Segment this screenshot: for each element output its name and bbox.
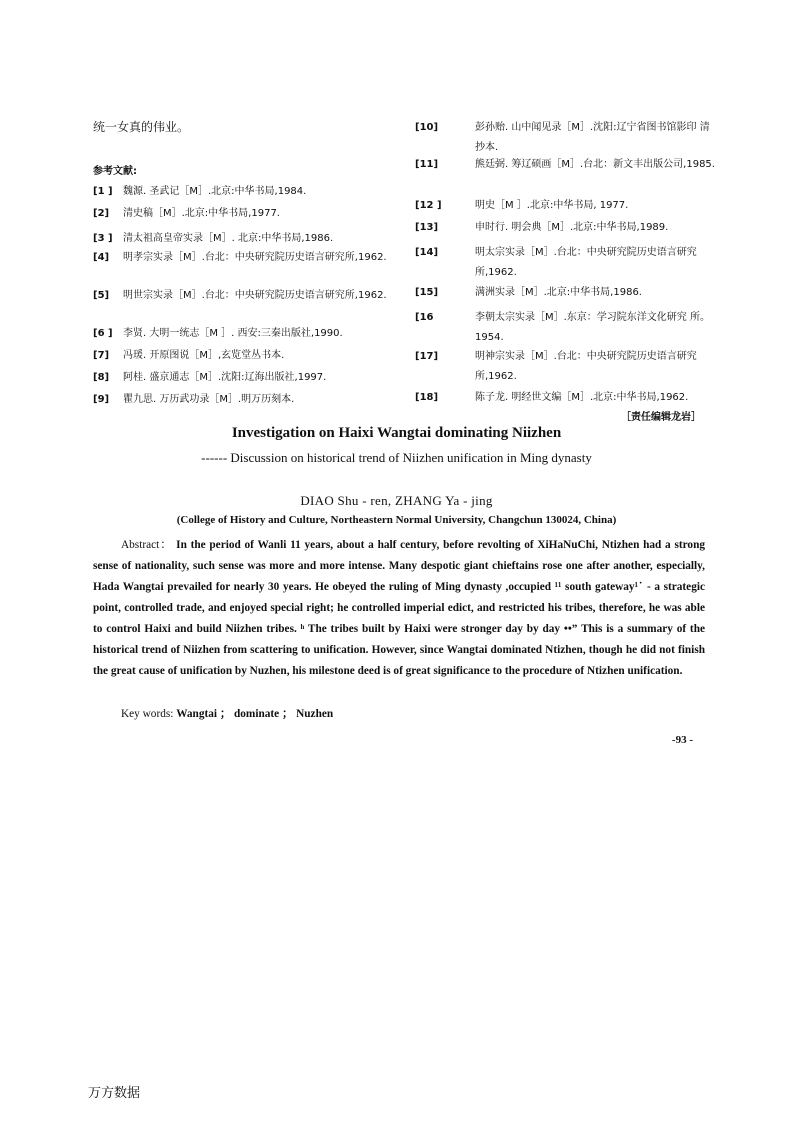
affiliation: (College of History and Culture, Northeastern Normal University, Changchun 130024, China) <box>176 514 617 526</box>
reference-number: [8] <box>93 372 110 383</box>
reference-item <box>415 196 715 216</box>
reference-item <box>93 229 393 249</box>
reference-number: [2] <box>93 208 110 219</box>
reference-text: 明神宗实录［M］.台北：中央研究院历史语言研究 所,1962. <box>475 351 697 382</box>
reference-item <box>415 283 715 303</box>
reference-text: 李贤. 大明一统志［M ］. 西安:三秦出版社,1990. <box>123 328 343 339</box>
reference-text: 陈子龙. 明经世文编［M］.北京:中华书局,1962. <box>475 392 689 403</box>
authors: DIAO Shu - ren, ZHANG Ya - jing <box>300 493 493 508</box>
reference-number: [18] <box>415 392 439 403</box>
reference-text: 明世宗实录［M］.台北：中央研究院历史语言研究所,1962. <box>123 290 387 301</box>
reference-item <box>93 182 393 202</box>
abstract <box>93 535 705 682</box>
reference-number: [5] <box>93 290 110 301</box>
reference-item <box>415 218 715 238</box>
keywords <box>121 705 333 721</box>
reference-text: 明孝宗实录［M］.台北：中央研究院历史语言研究所,1962. <box>123 252 387 263</box>
paper-subtitle: ------ Discussion on historical trend of Niizhen unification in Ming dynasty <box>201 450 592 465</box>
footer-watermark: 万方数据 <box>88 1086 141 1101</box>
reference-item <box>93 368 393 388</box>
reference-item <box>415 347 715 387</box>
reference-item <box>93 324 393 344</box>
reference-item <box>415 388 715 408</box>
reference-item <box>93 390 393 410</box>
reference-item <box>415 155 715 175</box>
keywords-label: Key words: <box>121 708 174 720</box>
editor-note: ［责任编辑龙岩］ <box>621 412 701 423</box>
reference-number: [12 ] <box>415 200 442 211</box>
reference-number: [10] <box>415 122 439 133</box>
reference-item <box>93 204 393 224</box>
reference-number: [1 ] <box>93 186 113 197</box>
reference-number: [6 ] <box>93 328 113 339</box>
continuation-text: 统一女真的伟业。 <box>93 120 190 134</box>
reference-text: 阿桂. 盛京通志［M］.沈阳:辽海出版社,1997. <box>123 372 327 383</box>
reference-item <box>415 243 715 283</box>
reference-text: 清史稿［M］.北京:中华书局,1977. <box>123 208 280 219</box>
reference-text: 满洲实录［M］.北京:中华书局,1986. <box>475 287 642 298</box>
reference-text: 冯瑗. 开原图说［M］,玄览堂丛书本. <box>123 350 285 361</box>
reference-number: [15] <box>415 287 439 298</box>
reference-text: 申时行. 明会典［M］.北京:中华书局,1989. <box>475 222 669 233</box>
reference-number: [13] <box>415 222 439 233</box>
reference-text: 魏源. 圣武记［M］.北京:中华书局,1984. <box>123 186 307 197</box>
reference-item <box>415 118 715 158</box>
reference-text: 李朝太宗实录［M］.东京：学习院东洋文化研究 所。1954. <box>475 312 710 343</box>
reference-number: [11] <box>415 159 439 170</box>
references-heading: 参考文献: <box>93 166 137 177</box>
reference-text: 清太祖高皇帝实录［M］. 北京:中华书局,1986. <box>123 233 334 244</box>
reference-number: [7] <box>93 350 110 361</box>
reference-item <box>415 308 715 348</box>
paper-title: Investigation on Haixi Wangtai dominating Niizhen <box>231 425 562 441</box>
reference-text: 熊廷弼. 筹辽硕画［M］.台北：新文丰出版公司,1985. <box>475 159 715 170</box>
reference-number: [16 <box>415 312 434 323</box>
abstract-text: In the period of Wanli 11 years, about a half century, before revolting of XiHaNuChi, Ntizhen had a strong sense of nationality, such sense was more and more intense. Many despotic giant chieftains rose one after another, especially, Hada Wangtai prevailed for nearly 30 years. He obeyed the ruling of Ming dynasty ,occupied ¹¹ south gateway¹˙ - a strategic point, controlled trade, and enjoyed special right; he controlled imperial edict, and restricted his tribes, therefore, he was able to control Haixi and build Niizhen tribes. ʰ The tribes built by Haixi were stronger day by day ••” This is a summary of the historical trend of Niizhen from scattering to unification. However, since Wangtai dominated Ntizhen, though he did not finish the great cause of unification by Nuzhen, his milestone deed is of great significance to the procedure of Ntizhen unification. <box>93 539 705 677</box>
reference-item <box>93 248 393 268</box>
reference-number: [4] <box>93 252 110 263</box>
abstract-label: Abstract： <box>121 539 173 551</box>
reference-item <box>93 286 393 306</box>
reference-number: [14] <box>415 247 439 258</box>
reference-text: 明史［M ］.北京:中华书局, 1977. <box>475 200 629 211</box>
reference-number: [17] <box>415 351 439 362</box>
reference-text: 明太宗实录［M］.台北：中央研究院历史语言研究 所,1962. <box>475 247 697 278</box>
page-number: -93 - <box>671 734 693 746</box>
reference-number: [9] <box>93 394 110 405</box>
reference-number: [3 ] <box>93 233 113 244</box>
keywords-value: Wangtai ； dominate ； Nuzhen <box>176 708 334 720</box>
reference-text: 彭孙贻. 山中闻见录［M］.沈阳:辽宁省图书馆影印 清抄本. <box>475 122 710 153</box>
reference-item <box>93 346 393 366</box>
reference-text: 瞿九思. 万历武功录［M］.明万历刻本. <box>123 394 295 405</box>
